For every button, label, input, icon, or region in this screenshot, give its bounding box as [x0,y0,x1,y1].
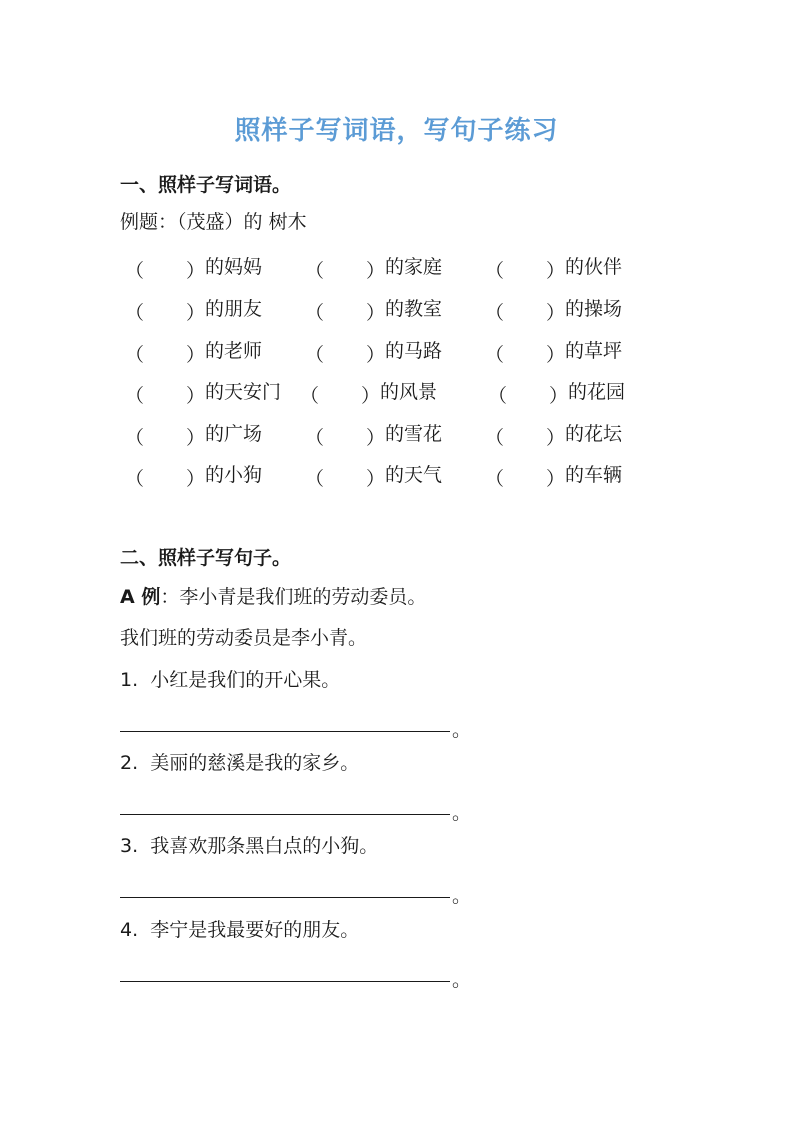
close-paren: ） [548,385,568,407]
answer-period: 。 [452,969,472,991]
word-row [120,252,680,282]
word-fill-noun: 的雪花 [385,423,443,445]
word-fill-item [485,252,623,282]
answer-blank-line[interactable] [120,981,450,982]
blank-parentheses[interactable] [300,381,380,407]
close-paren: ） [185,302,205,324]
page-title: 照样子写词语，写句子练习 [234,116,559,146]
word-fill-noun: 的花坛 [565,423,623,445]
word-fill-noun: 的草坪 [565,340,623,362]
word-fill-item [485,294,623,324]
sentence-question: 1. 小红是我们的开心果。 [120,669,341,691]
blank-parentheses[interactable] [305,464,385,490]
word-fill-item [125,336,263,366]
open-paren: （ [305,260,325,282]
blank-parentheses[interactable] [125,464,205,490]
answer-period: 。 [452,719,472,741]
word-fill-noun: 的老师 [205,340,263,362]
blank-parentheses[interactable] [305,423,385,449]
answer-blank-line[interactable] [120,814,450,815]
open-paren: （ [305,468,325,490]
word-fill-item [125,252,263,282]
close-paren: ） [365,260,385,282]
word-fill-noun: 的操场 [565,298,623,320]
word-fill-item [305,294,443,324]
section-2-heading: 二、照样子写句子。 [120,547,292,569]
word-fill-noun: 的风景 [380,381,438,403]
word-fill-noun: 的广场 [205,423,263,445]
word-fill-item [485,460,623,490]
blank-parentheses[interactable] [125,381,205,407]
blank-parentheses[interactable] [125,423,205,449]
word-fill-noun: 的教室 [385,298,443,320]
section-1-heading: 一、照样子写词语。 [120,174,292,196]
example-line [120,210,307,234]
open-paren: （ [305,427,325,449]
blank-parentheses[interactable] [485,256,565,282]
word-fill-noun: 的车辆 [565,464,623,486]
close-paren: ） [365,427,385,449]
close-paren: ） [365,344,385,366]
open-paren: （ [485,260,505,282]
close-paren: ） [545,344,565,366]
close-paren: ） [185,468,205,490]
open-paren: （ [305,302,325,324]
word-fill-noun: 的天安门 [205,381,282,403]
example-label: 例题： [120,211,178,233]
close-paren: ） [185,427,205,449]
word-fill-noun: 的妈妈 [205,256,263,278]
open-paren: （ [485,468,505,490]
word-row [120,377,680,407]
sentence-question: 3. 我喜欢那条黑白点的小狗。 [120,835,379,857]
word-fill-item [488,377,626,407]
open-paren: （ [485,427,505,449]
answer-period: 。 [452,885,472,907]
word-fill-noun: 的朋友 [205,298,263,320]
example-sentence: ：李小青是我们班的劳动委员。 [160,586,427,608]
close-paren: ） [545,468,565,490]
word-fill-item [305,419,443,449]
open-paren: （ [485,302,505,324]
blank-parentheses[interactable] [485,340,565,366]
close-paren: ） [365,468,385,490]
answer-blank-line[interactable] [120,897,450,898]
word-fill-item [305,460,443,490]
word-fill-item [300,377,438,407]
word-fill-noun: 的伙伴 [565,256,623,278]
blank-parentheses[interactable] [305,256,385,282]
close-paren: ） [545,427,565,449]
word-fill-noun: 的花园 [568,381,626,403]
answer-period: 。 [452,802,472,824]
open-paren: （ [488,385,508,407]
close-paren: ） [545,302,565,324]
open-paren: （ [125,302,145,324]
blank-parentheses[interactable] [305,340,385,366]
example-noun: 树木 [268,211,307,233]
open-paren: （ [485,344,505,366]
word-fill-noun: 的家庭 [385,256,443,278]
blank-parentheses[interactable] [485,464,565,490]
close-paren: ） [360,385,380,407]
open-paren: （ [125,385,145,407]
example-close-paren: ）的 [224,211,263,233]
example-open-paren: （ [177,211,187,233]
close-paren: ） [185,344,205,366]
close-paren: ） [185,385,205,407]
sentence-example-line [120,585,426,609]
answer-blank-line[interactable] [120,731,450,732]
word-fill-item [125,419,263,449]
word-fill-noun: 的小狗 [205,464,263,486]
blank-parentheses[interactable] [488,381,568,407]
word-fill-noun: 的马路 [385,340,443,362]
word-row [120,419,680,449]
blank-parentheses[interactable] [125,256,205,282]
open-paren: （ [305,344,325,366]
blank-parentheses[interactable] [305,298,385,324]
close-paren: ） [185,260,205,282]
word-fill-item [305,336,443,366]
sentence-question: 2. 美丽的慈溪是我的家乡。 [120,752,360,774]
example-prefix: A 例 [120,586,161,608]
word-fill-item [485,419,623,449]
blank-parentheses[interactable] [485,423,565,449]
close-paren: ） [365,302,385,324]
word-fill-item [485,336,623,366]
open-paren: （ [300,385,320,407]
word-row [120,336,680,366]
word-fill-noun: 的天气 [385,464,443,486]
close-paren: ） [545,260,565,282]
blank-parentheses[interactable] [125,298,205,324]
word-fill-item [125,294,263,324]
word-row [120,294,680,324]
word-fill-item [125,460,263,490]
example-word: 茂盛 [186,211,225,233]
open-paren: （ [125,260,145,282]
open-paren: （ [125,344,145,366]
word-fill-item [305,252,443,282]
word-row [120,460,680,490]
word-fill-item [125,377,282,407]
blank-parentheses[interactable] [125,340,205,366]
open-paren: （ [125,427,145,449]
sentence-example-answer: 我们班的劳动委员是李小青。 [120,627,368,649]
sentence-question: 4. 李宁是我最要好的朋友。 [120,919,360,941]
blank-parentheses[interactable] [485,298,565,324]
open-paren: （ [125,468,145,490]
